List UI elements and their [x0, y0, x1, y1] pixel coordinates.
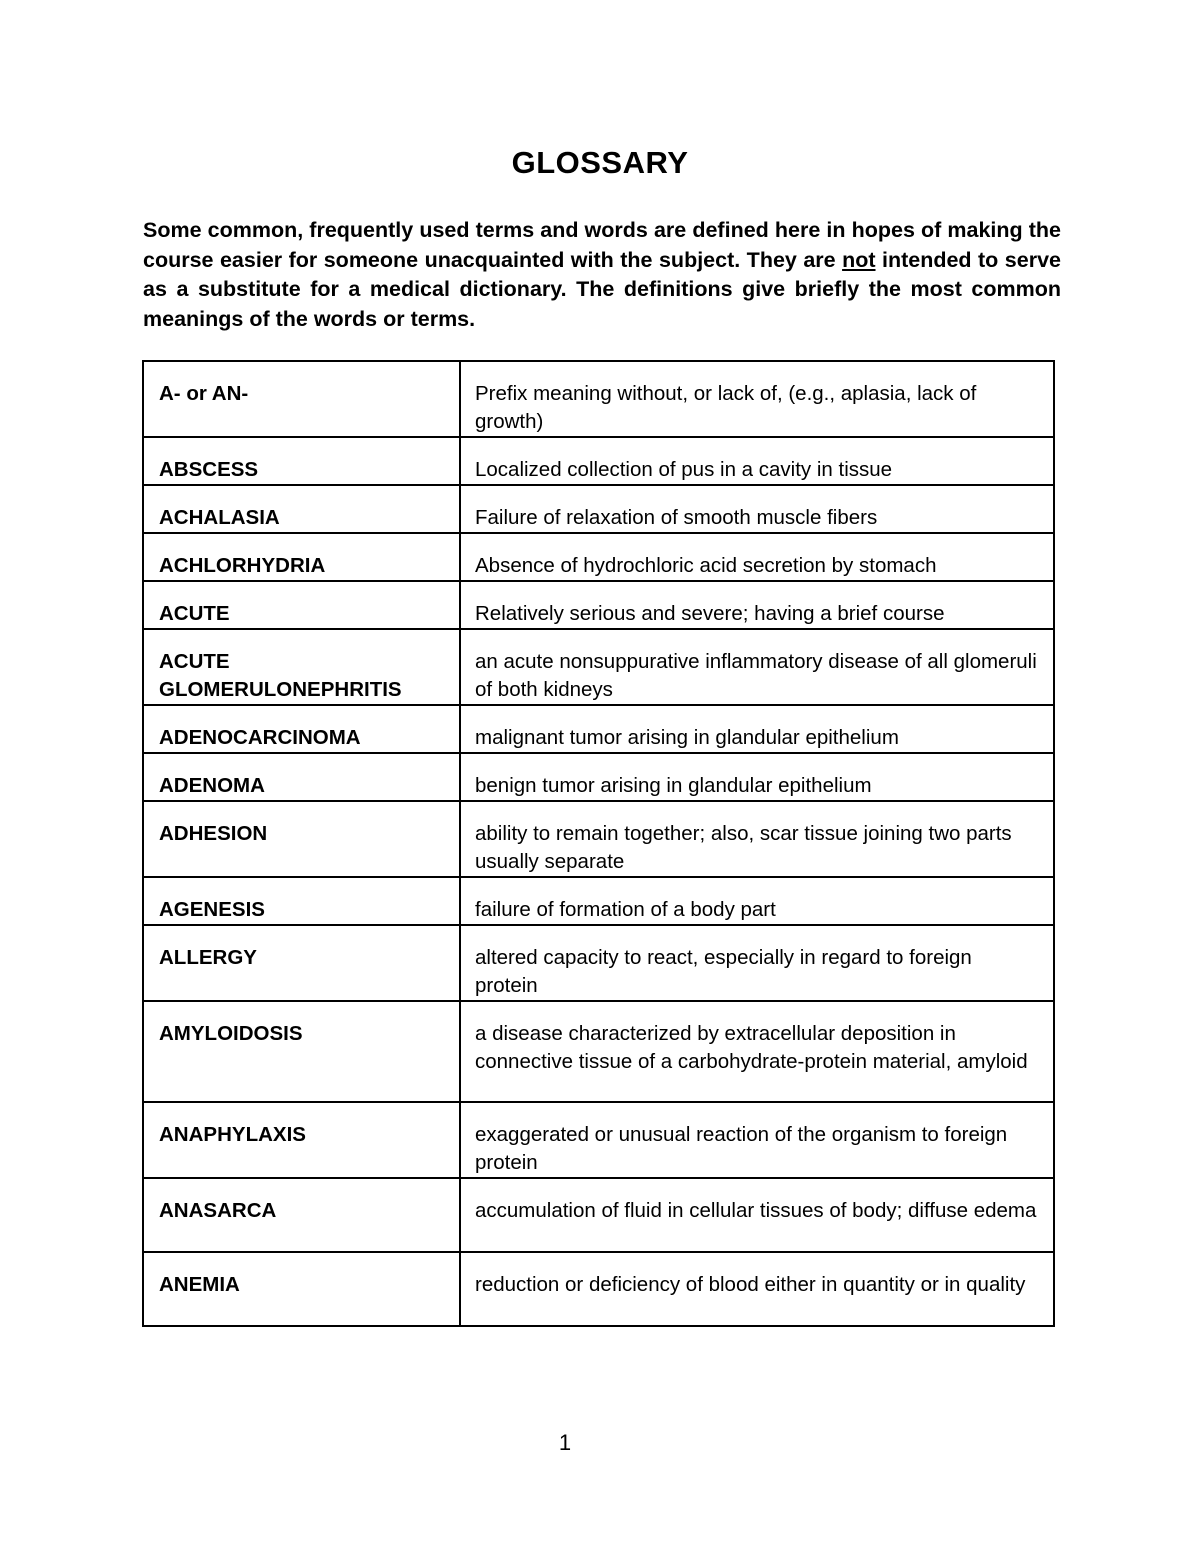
glossary-definition: Absence of hydrochloric acid secretion by stomach: [460, 533, 1054, 581]
glossary-definition: Prefix meaning without, or lack of, (e.g., aplasia, lack of growth): [460, 361, 1054, 437]
glossary-row: [143, 629, 1054, 705]
glossary-row: [143, 753, 1054, 801]
glossary-row: [143, 925, 1054, 1001]
page-number: 1: [558, 1430, 572, 1455]
glossary-table: [142, 360, 1055, 1327]
intro-text-after: intended to serve as a substitute for a medical dictionary. The definitions give briefly the most common meanings of the words or terms.: [143, 247, 1061, 331]
glossary-term: ACUTE: [143, 581, 460, 629]
page-title: GLOSSARY: [511, 145, 689, 180]
glossary-definition: an acute nonsuppurative inflammatory disease of all glomeruli of both kidneys: [460, 629, 1054, 705]
glossary-term: AGENESIS: [143, 877, 460, 925]
glossary-term: AMYLOIDOSIS: [143, 1001, 460, 1102]
glossary-definition: benign tumor arising in glandular epithelium: [460, 753, 1054, 801]
glossary-row: [143, 877, 1054, 925]
glossary-term: ACHALASIA: [143, 485, 460, 533]
glossary-row: [143, 1252, 1054, 1326]
glossary-term: ANASARCA: [143, 1178, 460, 1252]
glossary-definition: Localized collection of pus in a cavity in tissue: [460, 437, 1054, 485]
glossary-row: [143, 1001, 1054, 1102]
intro-underlined-word: not: [842, 247, 876, 272]
glossary-definition: failure of formation of a body part: [460, 877, 1054, 925]
glossary-row: [143, 361, 1054, 437]
glossary-definition: Failure of relaxation of smooth muscle fibers: [460, 485, 1054, 533]
glossary-term: ALLERGY: [143, 925, 460, 1001]
glossary-term: ANAPHYLAXIS: [143, 1102, 460, 1178]
glossary-term: A- or AN-: [143, 361, 460, 437]
glossary-term: ABSCESS: [143, 437, 460, 485]
glossary-row: [143, 533, 1054, 581]
glossary-term: ADHESION: [143, 801, 460, 877]
glossary-definition: exaggerated or unusual reaction of the organism to foreign protein: [460, 1102, 1054, 1178]
glossary-term: ADENOMA: [143, 753, 460, 801]
glossary-definition: accumulation of fluid in cellular tissues of body; diffuse edema: [460, 1178, 1054, 1252]
glossary-definition: Relatively serious and severe; having a brief course: [460, 581, 1054, 629]
glossary-row: [143, 437, 1054, 485]
intro-paragraph: [143, 216, 1061, 334]
glossary-definition: altered capacity to react, especially in regard to foreign protein: [460, 925, 1054, 1001]
glossary-term: ANEMIA: [143, 1252, 460, 1326]
glossary-definition: ability to remain together; also, scar tissue joining two parts usually separate: [460, 801, 1054, 877]
glossary-row: [143, 801, 1054, 877]
glossary-row: [143, 1178, 1054, 1252]
glossary-definition: reduction or deficiency of blood either in quantity or in quality: [460, 1252, 1054, 1326]
glossary-row: [143, 1102, 1054, 1178]
glossary-term: ADENOCARCINOMA: [143, 705, 460, 753]
glossary-term: ACHLORHYDRIA: [143, 533, 460, 581]
glossary-definition: a disease characterized by extracellular deposition in connective tissue of a carbohydrate-protein material, amyloid: [460, 1001, 1054, 1102]
glossary-row: [143, 485, 1054, 533]
glossary-definition: malignant tumor arising in glandular epithelium: [460, 705, 1054, 753]
intro-text-before: Some common, frequently used terms and words are defined here in hopes of making the course easier for someone unacquainted with the subject. They are: [143, 218, 1061, 272]
glossary-term: ACUTE GLOMERULONEPHRITIS: [143, 629, 460, 705]
glossary-row: [143, 581, 1054, 629]
glossary-row: [143, 705, 1054, 753]
